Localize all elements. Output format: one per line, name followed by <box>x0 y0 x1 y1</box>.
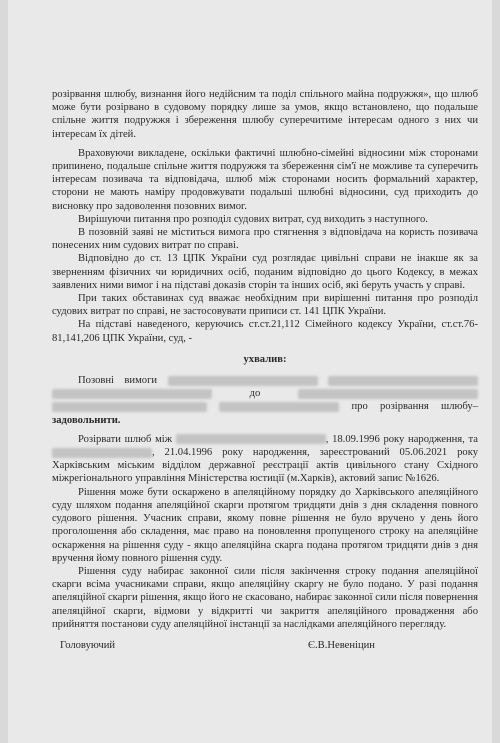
appeal-paragraph: Рішення може бути оскаржено в апеляційному порядку до Харківського апеляційного суду шляхом подання апеляційної скарги протягом тридцяти днів з дня складення повного судового рішення. Учасник справи, якому повне рішення не було вручено у день його проголошення або складення, має право на поновлення пропущеного строку на апеляційне оскарження на рішення суду - якщо апеляційна скарга подана протягом тридцяти днів з дня вручення йому повного рішення суду. <box>52 486 478 564</box>
claims-subject: про розірвання шлюбу– <box>351 401 478 413</box>
document-body <box>52 88 478 631</box>
effect-paragraph: Рішення суду набирає законної сили після закінчення строку подання апеляційної скарги всіма учасниками справи, якщо апеляційну скаргу не було подано. У разі подання апеляційної скарги рішення, якщо його не скасовано, набирає законної сили після повернення апеляційної скарги, відмови у відкритті чи закриття апеляційного провадження або прийняття постанови суду апеляційної інстанції за наслідками апеляційного перегляду. <box>52 565 478 630</box>
redacted-name <box>52 448 152 458</box>
dissolve-date1: , 18.09.1996 року народження, <box>325 433 465 445</box>
redacted-name <box>176 434 326 444</box>
paragraph-5: Відповідно до ст. 13 ЦПК України суд розглядає цивільні справи не інакше як за зверненням фізичних чи юридичних осіб, поданим відповідно до цього Кодексу, в межах заявлених ними вимог і на підставі доказів сторін та інших осіб, які беруть участь у справі. <box>52 253 478 291</box>
redacted-name <box>298 389 478 399</box>
dissolve-prefix: Розірвати шлюб між <box>78 433 173 445</box>
claims-result: задовольнити. <box>52 414 121 426</box>
paragraph-2: Враховуючи викладене, оскільки фактичні шлюбно-сімейні відносини між сторонами припинено, подальше спільне життя подружжя та збереження сім'ї не можливе та суперечить інтересам позивача та відповідача, шлюб між сторонами носить формальний характер, сторони не мають наміру продовжувати подальші шлюбні відносини, суд приходить до висновку про задоволення позовних вимог. <box>52 147 478 212</box>
redacted-code <box>219 402 339 412</box>
decision-heading: ухвалив: <box>243 353 287 365</box>
claims-to: до <box>249 388 261 400</box>
paragraph-6: При таких обставинах суд вважає необхідним при вирішенні питання про розподіл судових витрат по справі, не застосовувати приписи ст. 141 ЦПК України. <box>52 293 478 318</box>
redacted-address <box>328 376 478 386</box>
paragraph-3: Вирішуючи питання про розподіл судових витрат, суд виходить з наступного. <box>78 213 428 225</box>
document-page <box>8 0 492 743</box>
presiding-label: Головуючий <box>60 640 116 651</box>
dissolve-ta: та <box>468 433 478 445</box>
redacted-address <box>52 402 207 412</box>
paragraph-1: розірвання шлюбу, визнання його недійсним та поділ спільного майна подружжя», що шлюб може бути розірвано в судовому порядку лише за умов, якщо встановлено, що подальше спільне життя подружжя і збереження шлюбу суперечитиме інтересам одного з них чи інтересам їх дітей. <box>52 89 478 140</box>
judge-name: Є.В.Невеніцин <box>308 640 375 651</box>
paragraph-7: На підставі наведеного, керуючись ст.ст.21,112 Сімейного кодексу України, ст.ст.76-81,141,206 ЦПК України, суд, - <box>52 319 478 344</box>
paragraph-4: В позовній заяві не міститься вимога про стягнення з відповідача на користь позивача понесених ним судових витрат по справі. <box>52 227 478 252</box>
dissolve-rest: , 21.04.1996 року народження, зареєстрований 05.06.2021 року Харківським міським відділом державної реєстрації актів цивільного стану Східного міжрегіонального управління Міністерства юстиції (м.Харків), актовий запис №1626. <box>52 447 478 485</box>
redacted-code <box>52 389 212 399</box>
redacted-name <box>168 376 318 386</box>
claims-paragraph <box>52 374 478 427</box>
dissolve-paragraph <box>52 433 478 486</box>
claims-prefix: Позовні вимоги <box>78 375 158 387</box>
